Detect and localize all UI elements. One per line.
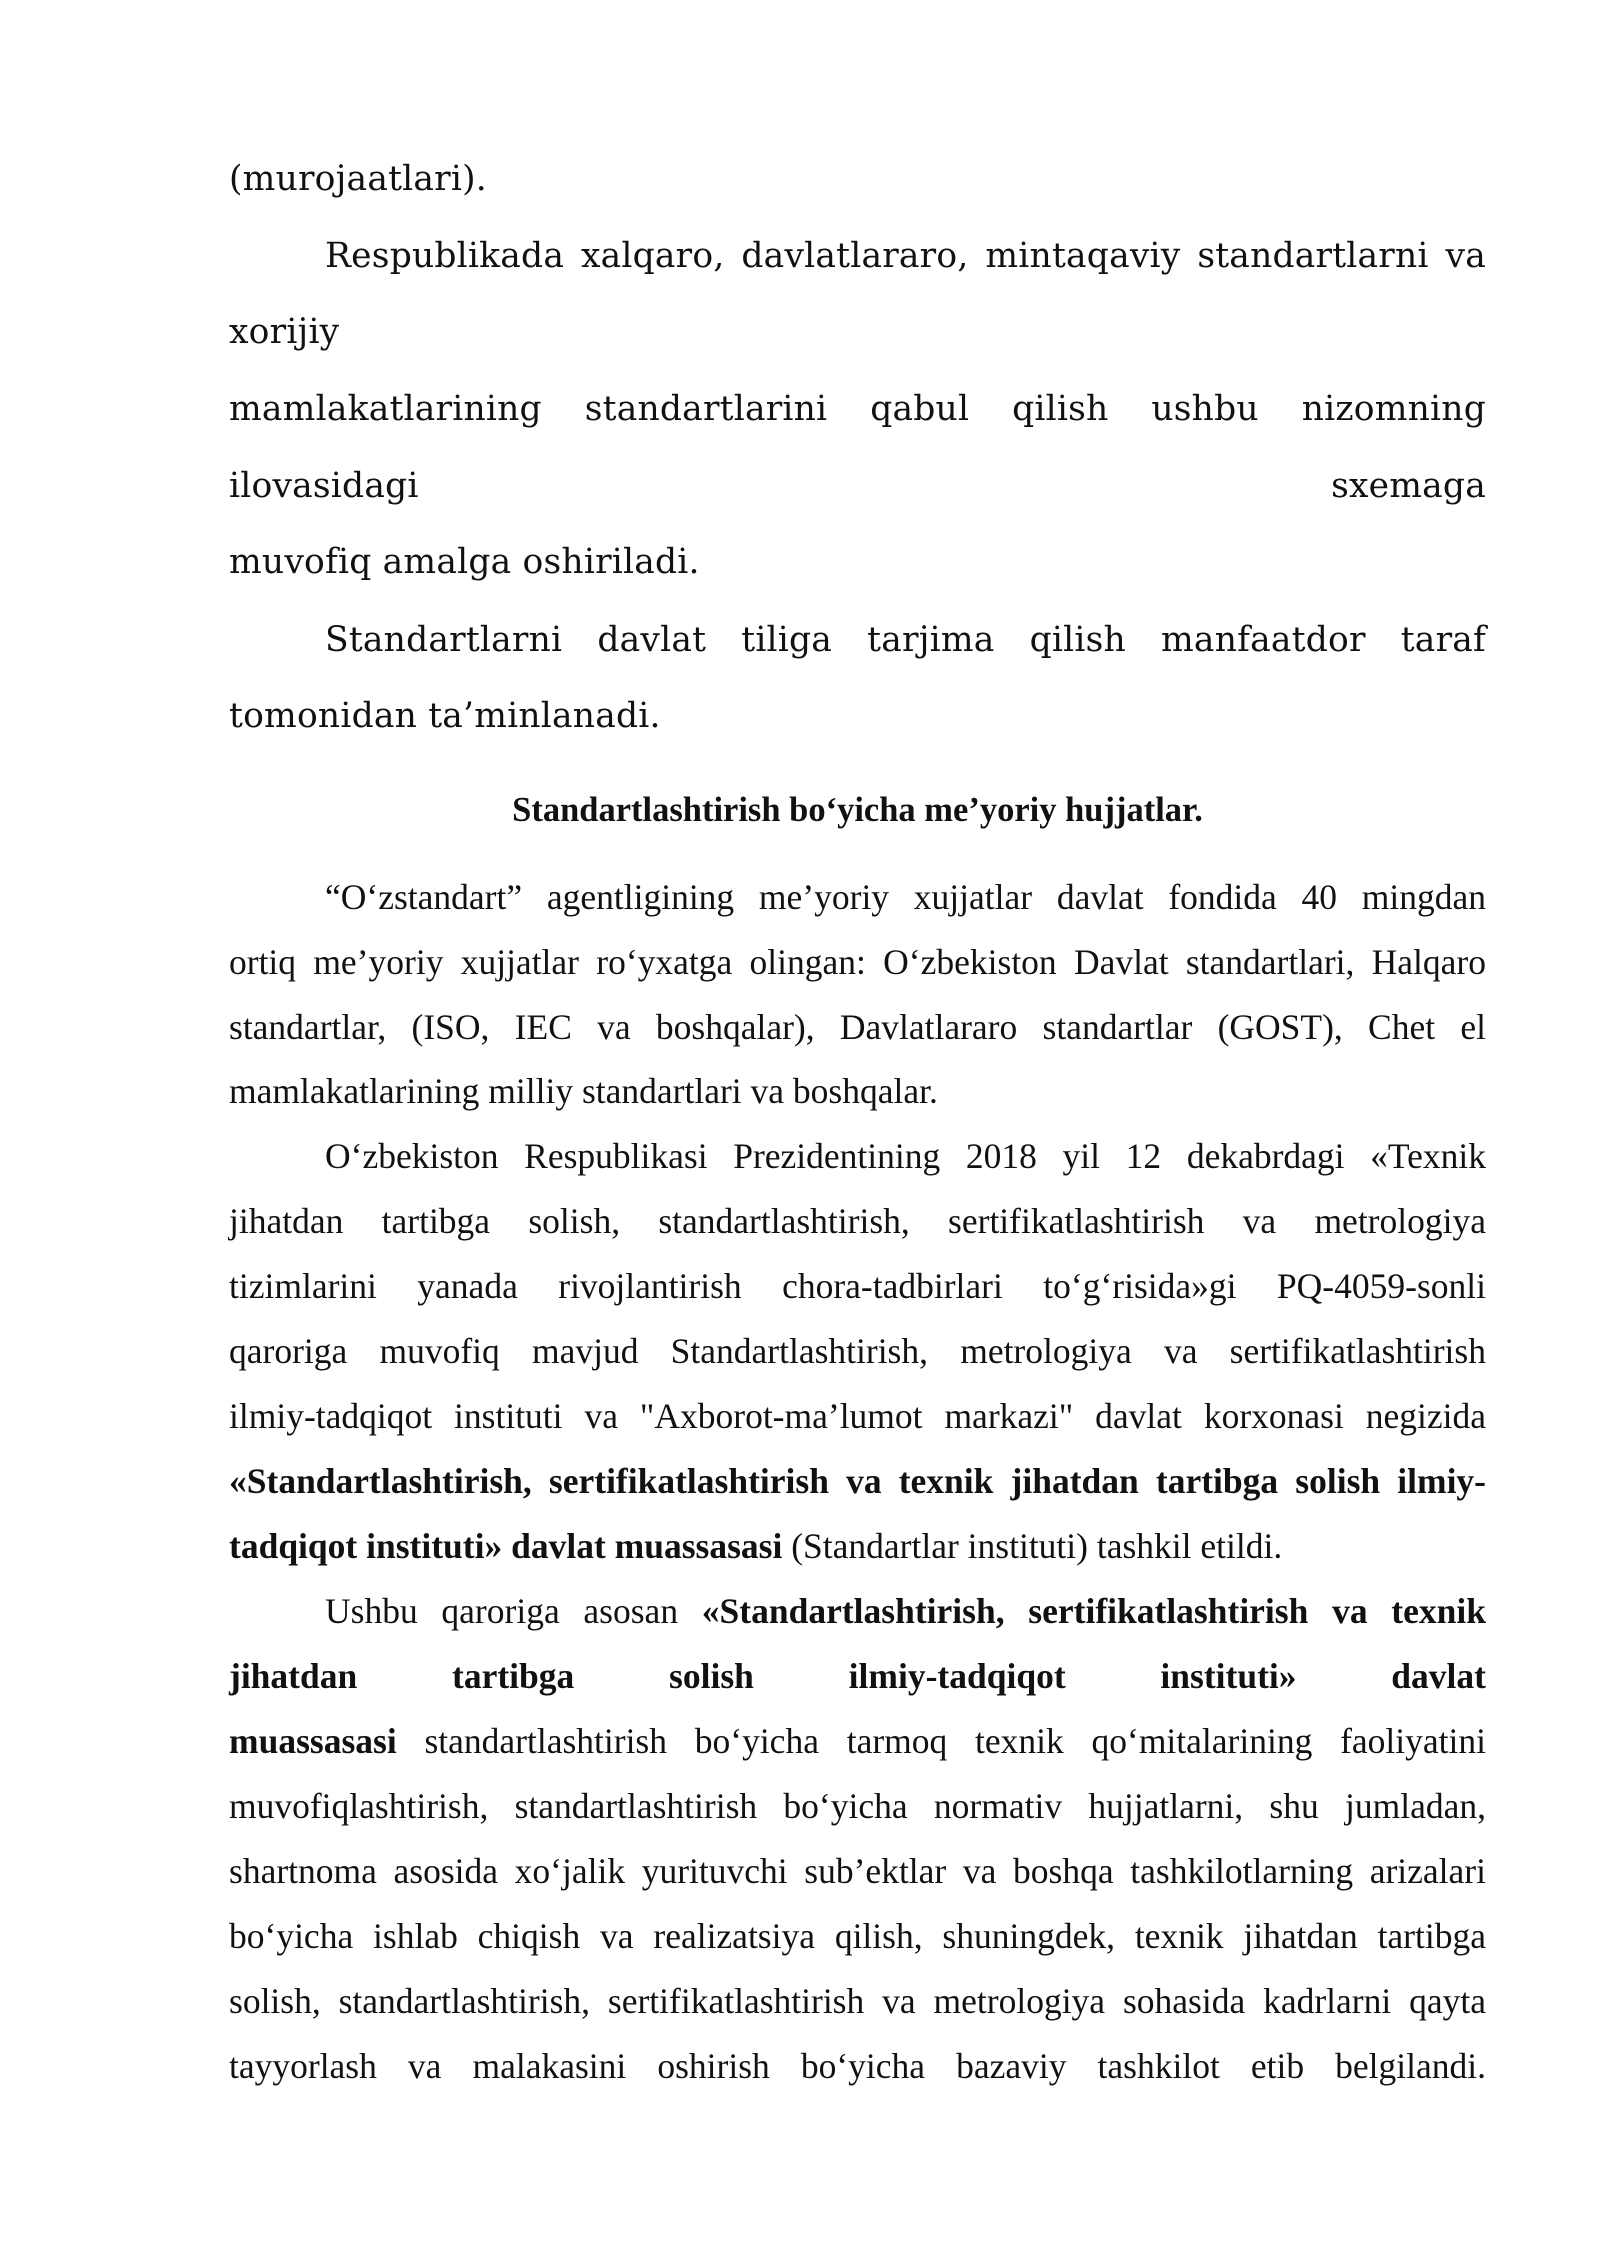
paragraph-line: standartlar, (ISO, IEC va boshqalar), Davlatlararo standartlar (GOST), Chet el xyxy=(229,1007,1486,1047)
text-run: Ushbu qaroriga asosan xyxy=(325,1591,702,1631)
paragraph-line xyxy=(229,1523,1486,1569)
paragraph-line: jihatdan tartibga solish, standartlashtirish, sertifikatlashtirish va metrologiya xyxy=(229,1201,1486,1241)
paragraph-line: qaroriga muvofiq mavjud Standartlashtirish, metrologiya va sertifikatlashtirish xyxy=(229,1331,1486,1371)
paragraph-line-bold: jihatdan tartibga solish ilmiy-tadqiqot instituti» davlat xyxy=(229,1656,1486,1696)
paragraph-line: tizimlarini yanada rivojlantirish chora-tadbirlari to‘g‘risida»gi PQ-4059-sonli xyxy=(229,1266,1486,1306)
paragraph-line: mamlakatlarining standartlarini qabul qilish ushbu nizomning xyxy=(229,389,1486,429)
paragraph-line: mamlakatlarining milliy standartlari va boshqalar. xyxy=(229,1071,938,1111)
paragraph-line: solish, standartlashtirish, sertifikatlashtirish va metrologiya sohasida kadrlarni qayta xyxy=(229,1981,1486,2021)
paragraph-line: Standartlarni davlat tiliga tarjima qilish manfaatdor taraf xyxy=(325,620,1486,660)
bold-run: tadqiqot instituti» davlat muassasasi xyxy=(229,1526,783,1566)
paragraph-line: (murojaatlari). xyxy=(229,159,487,199)
text-run: standartlashtirish bo‘yicha tarmoq texnik qo‘mitalarining faoliyatini xyxy=(396,1721,1486,1761)
paragraph-line-bold: «Standartlashtirish, sertifikatlashtirish va texnik jihatdan tartibga solish ilmiy- xyxy=(229,1461,1486,1501)
paragraph-line xyxy=(229,1588,1486,1634)
section-heading: Standartlashtirish bo‘yicha me’yoriy hujjatlar. xyxy=(512,791,1203,829)
paragraph-line: shartnoma asosida xo‘jalik yurituvchi sub’ektlar va boshqa tashkilotlarning arizalari xyxy=(229,1851,1486,1891)
paragraph-line: ortiq me’yoriy xujjatlar ro‘yxatga olingan: O‘zbekiston Davlat standartlari, Halqaro xyxy=(229,942,1486,982)
text-run: (Standartlar instituti) tashkil etildi. xyxy=(782,1526,1283,1566)
paragraph-line xyxy=(229,1718,1486,1764)
paragraph-line: ilmiy-tadqiqot instituti va "Axborot-ma’lumot markazi" davlat korxonasi negizida xyxy=(229,1396,1486,1436)
paragraph-line: O‘zbekiston Respublikasi Prezidentining 2018 yil 12 dekabrdagi «Texnik xyxy=(325,1136,1486,1176)
paragraph-line: bo‘yicha ishlab chiqish va realizatsiya qilish, shuningdek, texnik jihatdan tartibga xyxy=(229,1916,1486,1956)
paragraph-line: muvofiq amalga oshiriladi. xyxy=(229,542,700,582)
paragraph-line: xorijiy xyxy=(229,312,340,352)
paragraph-line: muvofiqlashtirish, standartlashtirish bo‘yicha normativ hujjatlarni, shu jumladan, xyxy=(229,1786,1486,1826)
paragraph-line: tomonidan ta’minlanadi. xyxy=(229,696,661,736)
paragraph-line: ilovasidagi sxemaga xyxy=(229,466,1486,506)
paragraph-line: Respublikada xalqaro, davlatlararo, mintaqaviy standartlarni va xyxy=(325,236,1486,276)
bold-run: «Standartlashtirish, sertifikatlashtirish va texnik xyxy=(701,1591,1486,1631)
paragraph-line: “O‘zstandart” agentligining me’yoriy xujjatlar davlat fondida 40 mingdan xyxy=(325,877,1486,917)
bold-run: muassasasi xyxy=(229,1721,397,1761)
paragraph-line: tayyorlash va malakasini oshirish bo‘yicha bazaviy tashkilot etib belgilandi. xyxy=(229,2046,1486,2086)
